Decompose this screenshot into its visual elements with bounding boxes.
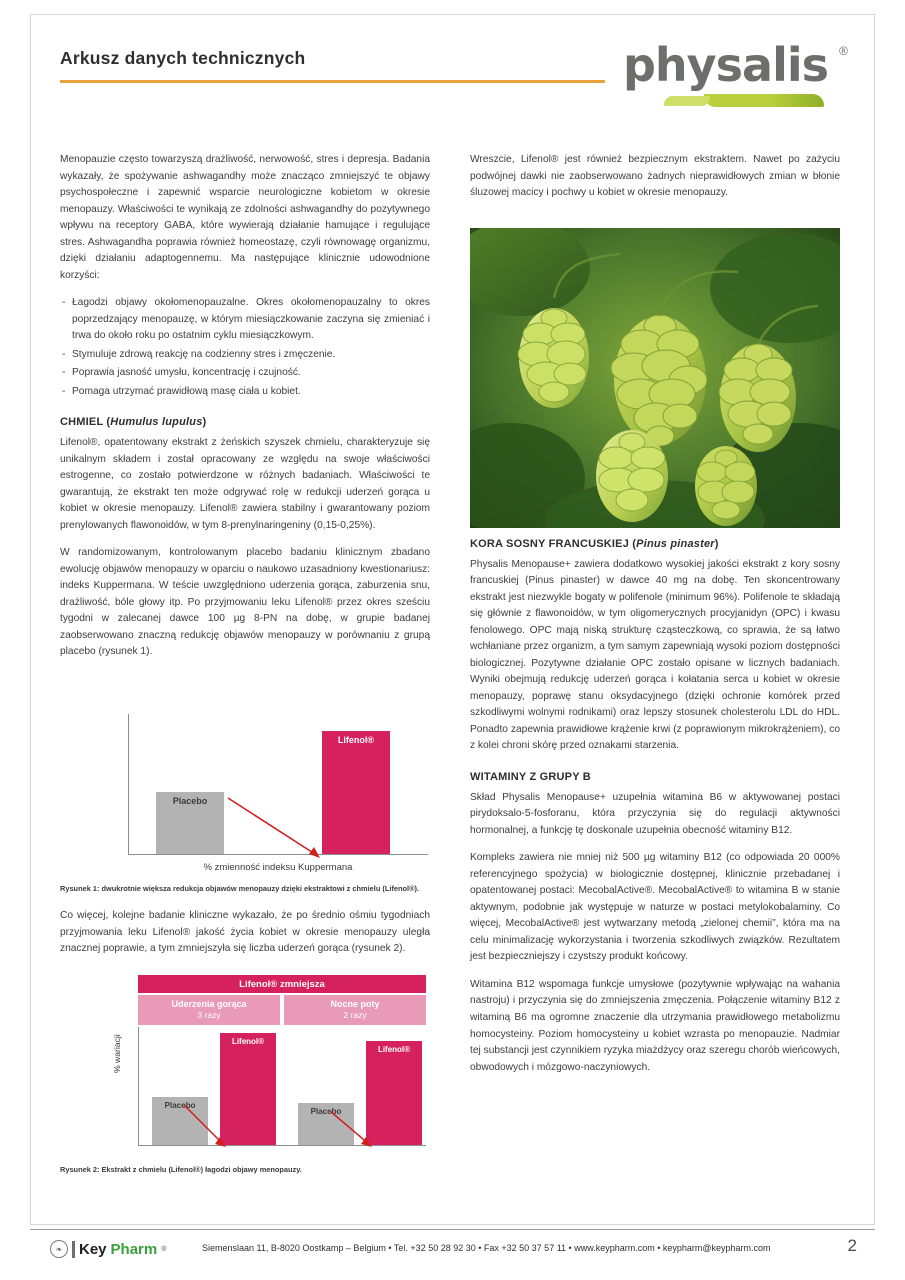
page-number: 2 bbox=[847, 1236, 857, 1255]
heading-text: KORA SOSNY FRANCUSKIEJ ( bbox=[470, 538, 637, 550]
paragraph-hops-2: W randomizowanym, kontrolowanym placebo badaniu klinicznym zbadano ewolucję objawów menopauzy w oparciu o naukowo uzasadniony kwestionariusz: indeks Kuppermana. W teście uwzględniono uderzenia gorąca, zaburzenia snu, drażliwość, bóle głowy itp. Po przyjmowaniu leku Lifenol® przez okres sześciu tygodni w zalecanej dawce 100 µg 8-PN na dobę, w grupie badanej zaobserwowano znaczną redukcję objawów menopauzy w porównaniu z grupą placebo (rysunek 1). bbox=[60, 547, 430, 658]
figure2-group-2-sub: 2 razy bbox=[343, 1010, 367, 1021]
paragraph-vitb-3: Witamina B12 wspomaga funkcje umysłowe (pozytywnie wpływając na wahania nastroju) i przyczynia się do zmniejszenia zmęczenia. Połączenie witaminy B12 z witaminą B6 ma ogromne znaczenie dla utrzymania prawidłowego metabolizmu homocysteiny. Poziom homocysteiny u kobiet wzrasta po menopauzie. Nadmiar tej substancji jest czynnikiem ryzyka miażdżycy oraz szeregu chorób wieńcowych, obwodowych i mózgowo-naczyniowych. bbox=[470, 978, 840, 1073]
footer-address: Siemenslaan 11, B-8020 Oostkamp – Belgium • Tel. +32 50 28 92 30 • Fax +32 50 37 57 11 • www.keypharm.com • keypharm@keypharm.com bbox=[202, 1243, 771, 1253]
figure2-group-1-sub: 3 razy bbox=[197, 1010, 221, 1021]
hops-photo-image bbox=[470, 228, 840, 528]
keypharm-key-text: Key bbox=[79, 1240, 107, 1258]
right-column-bottom bbox=[470, 536, 840, 1087]
leaf-accent-icon bbox=[664, 96, 710, 106]
figure2-arrow-icons bbox=[60, 975, 430, 1180]
figure2-title: Lifenol® zmniejsza bbox=[138, 975, 426, 993]
keypharm-registered-icon: ® bbox=[161, 1245, 167, 1253]
figure1-axis-label: % zmienność indeksu Kuppermana bbox=[203, 862, 353, 873]
keypharm-pharm-text: Pharm bbox=[110, 1240, 158, 1258]
paragraph-hops-1: Lifenol®, opatentowany ekstrakt z żeńskich szyszek chmielu, charakteryzuje się unikalnym składem i został opracowany ze względu na swoje właściwości estrogenne, co zostało potwierdzone w różnych badaniach. Właściwości te gwarantują, że ekstrakt ten może odgrywać rolę w redukcji uderzeń gorąca u kobiet w okresie menopauzy. Lifenol® zawiera stabilny i gwarantowany poziom prenylowanych flawonoidów, w tym 8-prenylnaringeniny (0,15-0,25%). bbox=[60, 437, 430, 531]
figure2-bar-lifenol-1-label: Lifenol® bbox=[231, 1037, 265, 1046]
figure2-bar-lifenol-2-label: Lifenol® bbox=[377, 1045, 411, 1054]
heading-italic: Pinus pinaster bbox=[636, 538, 715, 550]
logo-divider bbox=[72, 1241, 75, 1258]
figure2-caption: Rysunek 2: Ekstrakt z chmielu (Lifenol®) łagodzi objawy menopauzy. bbox=[60, 1165, 302, 1174]
paragraph-vitb-2: Kompleks zawiera nie mniej niż 500 µg witaminy B12 (co odpowiada 20 000% referencyjnego spożycia) w biologicznie dostępnej, klinicznie przebadanej i opatentowanej postaci: MecobalActive®. MecobalActive® to witamina B w stanie aktywnym, podobnie jak występuje w naturze w postaci metylokobalaminy. Co więcej, MecobalActive® jest wytwarzany metodą „zielonej chemii”, która ma na celu minimalizację wykorzystania i tworzenia szkodliwych związków. Rezultatem jest bezpieczniejszy i czystszy produkt końcowy. bbox=[470, 852, 840, 963]
eco-icon: ❧ bbox=[50, 1240, 68, 1258]
figure-2 bbox=[60, 975, 430, 1180]
paragraph-intro: Menopauzie często towarzyszą drażliwość, nerwowość, stres i depresja. Badania wykazały, że spożywanie ashwagandhy może znacząco zmniejszyć te objawy psychospołeczne i zapewnić wsparcie neurologiczne kobietom w okresie menopauzy. Właściwości te wynikają ze zdolności ashwagandhy do pozytywnego wpływu na receptory GABA, które wywierają działanie hamujące i regulujące stres. Ashwagandha poprawia również homeostazę, czyli równowagę organizmu, dzięki działaniu adaptogennemu. Ma następujące klinicznie udowodnione korzyści: bbox=[60, 154, 430, 281]
figure1-bar-lifenol-label: Lifenol® bbox=[337, 735, 375, 745]
figure2-bar-placebo-1-label: Placebo bbox=[164, 1101, 196, 1110]
page-title: Arkusz danych technicznych bbox=[60, 48, 306, 68]
page-footer bbox=[30, 1229, 875, 1266]
logo-wordmark: physalis bbox=[623, 38, 828, 92]
header-rule bbox=[60, 80, 605, 83]
registered-trademark-icon: ® bbox=[839, 44, 848, 58]
section-heading-hops bbox=[60, 414, 430, 432]
left-column bbox=[60, 152, 430, 672]
list-item: - Stymuluje zdrową reakcję na codzienny stres i zmęczenie. bbox=[60, 347, 430, 364]
figure2-bar-placebo-2-label: Placebo bbox=[310, 1107, 342, 1116]
physalis-logo bbox=[600, 38, 850, 118]
heading-close: ) bbox=[714, 538, 719, 550]
paragraph-hops-3: Co więcej, kolejne badanie kliniczne wykazało, że po średnio ośmiu tygodniach przyjmowania leku Lifenol® jakość życia kobiet w okresie menopauzy uległa znacznej poprawie, a tym zmniejszyła się liczba uderzeń gorąca (rysunek 2). bbox=[60, 910, 430, 955]
hops-photo bbox=[470, 228, 840, 528]
heading-text: CHMIEL ( bbox=[60, 416, 111, 429]
section-heading-pine bbox=[470, 536, 840, 554]
right-column-top bbox=[470, 152, 840, 216]
list-item: - Pomaga utrzymać prawidłową masę ciała u kobiet. bbox=[60, 384, 430, 401]
figure1-caption: Rysunek 1: dwukrotnie większa redukcja objawów menopauzy dzięki ekstraktowi z chmielu (Lifenol®). bbox=[60, 884, 420, 893]
heading-italic: Humulus lupulus bbox=[110, 416, 203, 429]
benefits-list bbox=[60, 295, 430, 400]
leaf-icon bbox=[704, 94, 824, 107]
heading-close: ) bbox=[202, 416, 207, 429]
paragraph-vitb-1: Skład Physalis Menopause+ uzupełnia witamina B6 w aktywowanej postaci pirydoksalo-5-fosforanu, która przyczynia się do regulacji aktywności hormonalnej, a funkcję tę doskonale uzupełnia obecność witaminy B12. bbox=[470, 791, 840, 836]
keypharm-logo bbox=[50, 1238, 180, 1260]
figure2-group-2-label: Nocne poty bbox=[330, 999, 380, 1010]
paragraph-pine-1: Physalis Menopause+ zawiera dodatkowo wysokiej jakości ekstrakt z kory sosny francuskiej (Pinus pinaster) w dawce 40 mg na dobę. Ten skoncentrowany ekstrakt jest niezwykle bogaty w polifenole (minimum 96%). Polifenole te składają się głównie z flawonoidów, w tym oligomerycznych procyjanidyn (OPC) i kwasu fenolowego. OPC mają niską strukturę cząsteczkową, co sprawia, że są łatwo wchłaniane przez organizm, a tym samym zapewniają wysoki poziom dostępności biologicznej. Pozytywne działanie OPC zostało opisane w licznych badaniach. Wyniki obejmują redukcję uderzeń gorąca i kołatania serca u kobiet w okresie menopauzy, poprawę stanu oksydacyjnego (dzięki ochronie komórek przed szkodliwymi wolnymi rodnikami) oraz lepszy stosunek cholesterolu LDL do HDL. Ponadto zapewnia prawidłowe krążenie krwi (z poprawionym mikrokrążeniem), co z kolei chroni skórę przed oznakami starzenia. bbox=[470, 558, 840, 752]
figure2-y-label: % wariacji bbox=[112, 1034, 122, 1073]
page-header bbox=[60, 40, 850, 120]
list-item: - Łagodzi objawy okołomenopauzalne. Okres okołomenopauzalny to okres poprzedzający menopauzę, w którym miesiączkowanie zaczyna się zmieniać i trwa do około roku po ostatnim cyklu miesiączkowym. bbox=[60, 295, 430, 345]
figure1-bar-placebo-label: Placebo bbox=[172, 796, 208, 806]
figure2-group-1-label: Uderzenia gorąca bbox=[171, 999, 247, 1010]
section-heading-vitamins: WITAMINY Z GRUPY B bbox=[470, 771, 591, 783]
list-item: - Poprawia jasność umysłu, koncentrację i czujność. bbox=[60, 365, 430, 382]
figure-1 bbox=[60, 714, 430, 894]
paragraph-right-1: Wreszcie, Lifenol® jest również bezpiecznym ekstraktem. Nawet po zażyciu podwójnej dawki nie zaobserwowano żadnych nieprawidłowych zmian w błonie śluzowej macicy i pochwy u kobiet w okresie menopauzy. bbox=[470, 154, 840, 199]
